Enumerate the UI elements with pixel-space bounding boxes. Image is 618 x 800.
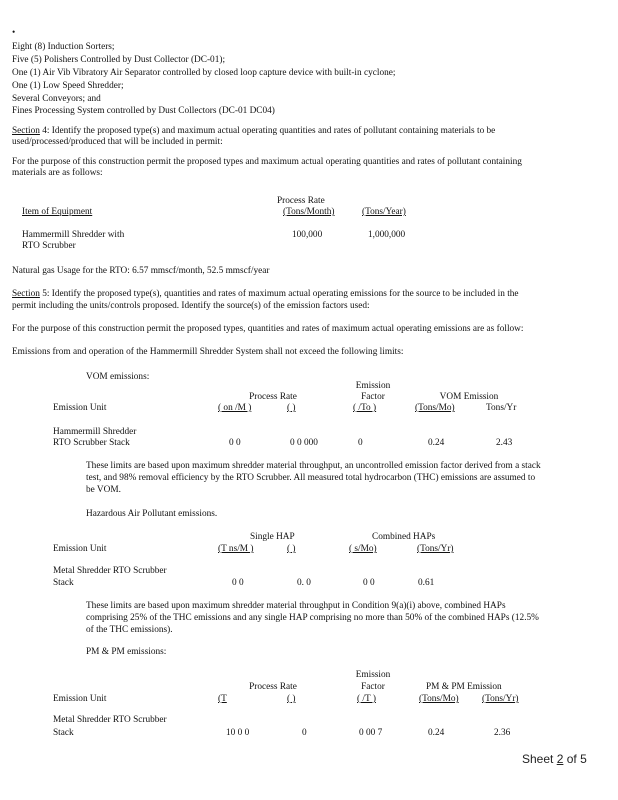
section4-line2: used/processed/produced that will be included in permit: [12, 137, 223, 147]
limits-intro: Emissions from and operation of the Hammermill Shredder System shall not exceed the following limits: [12, 347, 404, 357]
tons-month-header: (Tons/Month) [283, 207, 335, 217]
vom-col1-header: ( on /M ) [218, 403, 252, 413]
pm-unit-name: Metal Shredder RTO Scrubber [53, 715, 167, 725]
vom-col2-header: ( ) [287, 403, 296, 413]
hap-value: 0. 0 [297, 578, 311, 588]
hap-note: comprising 25% of the THC emissions and any single HAP comprising no more than 50% of the combined HAPs (12.5% [86, 613, 539, 623]
vom-factor-header: Factor [361, 392, 385, 402]
hap-value: 0 0 [363, 578, 375, 588]
section-label: Section [12, 126, 40, 136]
hap-col1-header: (T ns/M ) [218, 544, 254, 554]
vom-unit-header: Emission Unit [53, 403, 107, 413]
pm-process-rate-header: Process Rate [249, 682, 297, 692]
vom-col3-header: ( /To ) [353, 403, 377, 413]
sheet-total: of 5 [563, 752, 587, 766]
vom-note: be VOM. [86, 485, 121, 495]
vom-value: 0 0 [229, 438, 241, 448]
hap-title: Hazardous Air Pollutant emissions. [86, 509, 218, 519]
scan-mark: • [12, 28, 16, 38]
vom-process-rate-header: Process Rate [249, 392, 297, 402]
section4-purpose: For the purpose of this construction permit the proposed types and maximum actual operating quantities and rates of pollutant containing [12, 157, 522, 167]
pm-unit-name: Stack [53, 728, 74, 738]
equipment-item: Fines Processing System controlled by Dust Collectors (DC-01 DC04) [12, 106, 275, 116]
hap-note: These limits are based upon maximum shredder material throughput in Condition 9(a)(i) above, combined HAPs [86, 601, 506, 611]
pm-col3-header: ( /T ) [357, 694, 376, 704]
pm-value: 0 00 7 [359, 728, 383, 738]
hap-note: of the THC emissions). [86, 625, 173, 635]
hap-single-header: Single HAP [250, 532, 295, 542]
pm-title: PM & PM emissions: [86, 647, 167, 657]
hap-unit-name: Stack [53, 578, 74, 588]
hap-col4-header: (Tons/Yr) [417, 544, 454, 554]
hap-col2-header: ( ) [287, 544, 296, 554]
pm-unit-header: Emission Unit [53, 694, 107, 704]
pm-value: 10 0 0 [226, 728, 250, 738]
section-text: 4: Identify the proposed type(s) and maximum actual operating quantities and rates of pollutant containing materials to be [39, 126, 496, 136]
equipment-item: One (1) Air Vib Vibratory Air Separator controlled by closed loop capture device with built-in cyclone; [12, 68, 396, 78]
section4-heading [12, 126, 495, 136]
hap-value: 0 0 [232, 578, 244, 588]
equipment-item: Several Conveyors; and [12, 94, 101, 104]
sheet-current: 2 [556, 752, 564, 766]
vom-value: 0 0 000 [290, 438, 318, 448]
pm-factor-header: Factor [361, 682, 385, 692]
vom-col4-header: (Tons/Mo) [415, 403, 455, 413]
section5-line2: permit including the units/controls proposed. Identify the source(s) of the emission factors used: [12, 301, 370, 311]
hap-col3-header: ( s/Mo) [349, 544, 377, 554]
section4-purpose: materials are as follows: [12, 168, 103, 178]
tons-month-value: 100,000 [292, 230, 323, 240]
equipment-item: One (1) Low Speed Shredder; [12, 81, 124, 91]
natural-gas-usage: Natural gas Usage for the RTO: 6.57 mmscf/month, 52.5 mmscf/year [12, 266, 270, 276]
vom-note: These limits are based upon maximum shredder material throughput, an uncontrolled emission factor derived from a stack [86, 461, 541, 471]
hap-unit-name: Metal Shredder RTO Scrubber [53, 566, 167, 576]
vom-title: VOM emissions: [86, 372, 150, 382]
pm-value: 0 [302, 728, 307, 738]
tons-year-header: (Tons/Year) [362, 207, 406, 217]
pm-value: 0.24 [428, 728, 445, 738]
equipment-item: Eight (8) Induction Sorters; [12, 42, 115, 52]
process-rate-header: Process Rate [277, 196, 325, 206]
pm-emission-group-header: PM & PM Emission [426, 682, 502, 692]
equipment-item: Five (5) Polishers Controlled by Dust Collector (DC-01); [12, 55, 226, 65]
section5-heading [12, 289, 519, 299]
pm-emission-header: Emission [355, 670, 391, 680]
vom-unit-name: RTO Scrubber Stack [53, 438, 130, 448]
pm-col1-header: (T [218, 694, 227, 704]
vom-vom-emission-header: VOM Emission [439, 392, 499, 402]
hap-value: 0.61 [418, 578, 435, 588]
hap-combined-header: Combined HAPs [372, 532, 436, 542]
vom-value: 0 [358, 438, 363, 448]
item-name: RTO Scrubber [22, 241, 76, 251]
pm-col4-header: (Tons/Mo) [419, 694, 459, 704]
vom-col5-header: Tons/Yr [486, 403, 517, 413]
pm-value: 2.36 [494, 728, 511, 738]
pm-col2-header: ( ) [287, 694, 296, 704]
vom-note: test, and 98% removal efficiency by the RTO Scrubber. All measured total hydrocarbon (THC) emissions are assumed to [86, 473, 536, 483]
vom-emission-header: Emission [355, 381, 391, 391]
pm-col5-header: (Tons/Yr) [482, 694, 519, 704]
vom-unit-name: Hammermill Shredder [53, 427, 137, 437]
item-name: Hammermill Shredder with [22, 230, 125, 240]
vom-value: 2.43 [496, 438, 513, 448]
hap-unit-header: Emission Unit [53, 544, 107, 554]
sheet-prefix: Sheet [522, 752, 557, 766]
section-text: 5: Identify the proposed type(s), quantities and rates of maximum actual operating emissions for the source to be included in the [39, 289, 519, 299]
sheet-number [522, 752, 587, 766]
item-header: Item of Equipment [22, 207, 93, 217]
vom-value: 0.24 [428, 438, 445, 448]
tons-year-value: 1,000,000 [368, 230, 406, 240]
section5-purpose: For the purpose of this construction permit the proposed types, quantities and rates of maximum actual operating emissions are as follow: [12, 324, 524, 334]
section-label: Section [12, 289, 40, 299]
